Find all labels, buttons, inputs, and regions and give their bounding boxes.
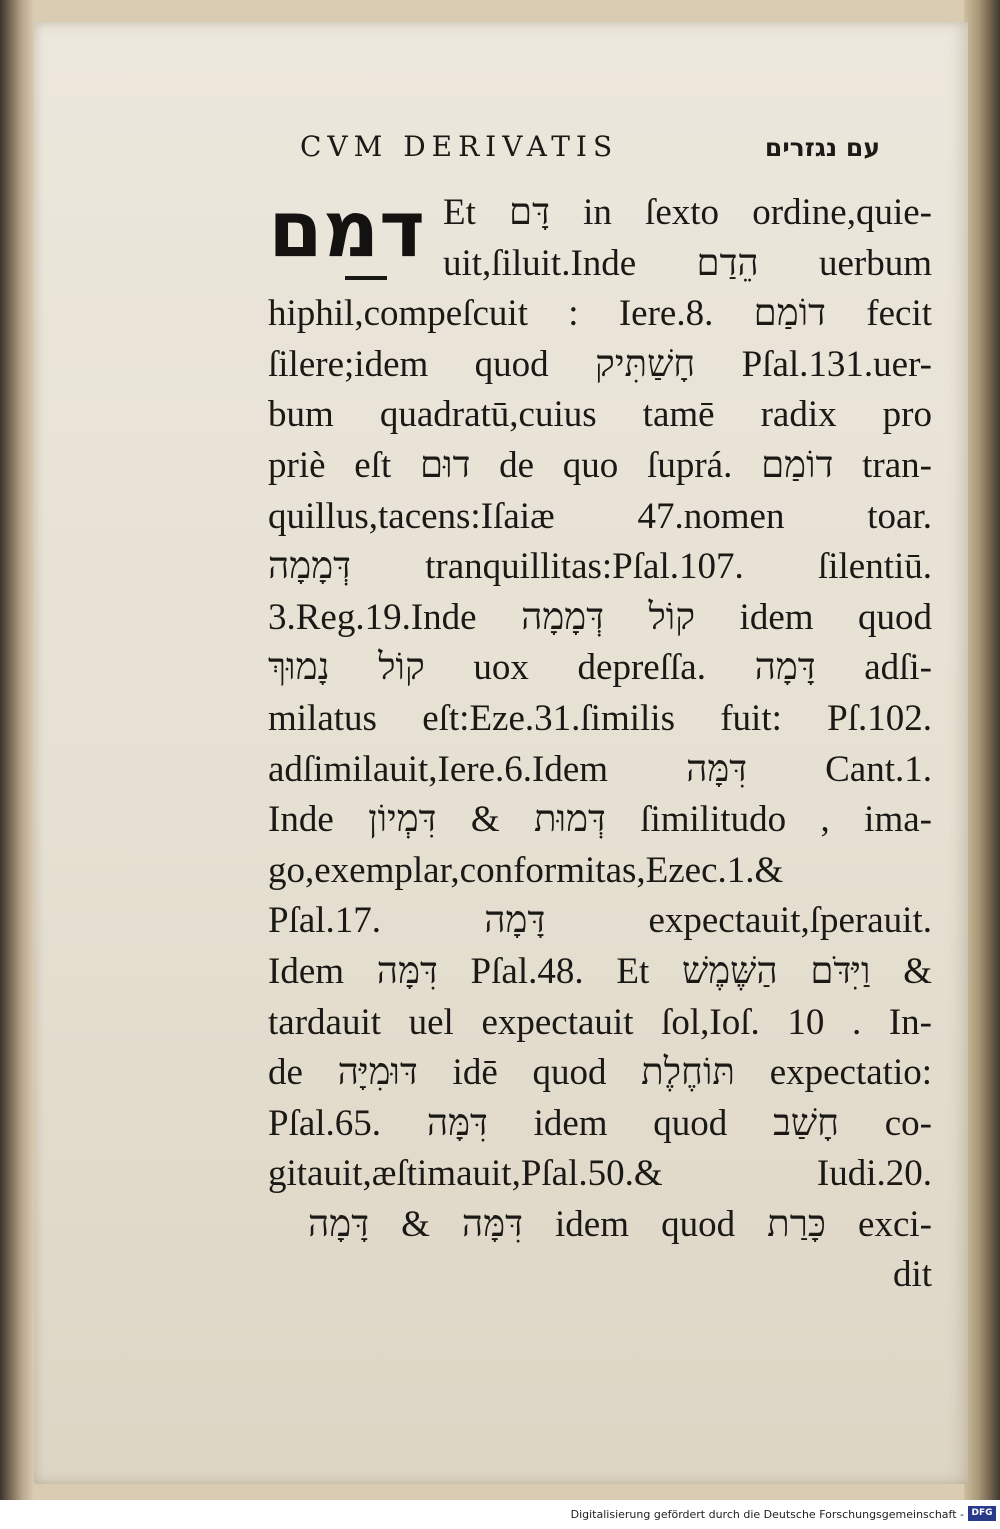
text-line: Idem דִּמָּה Pſal.48. Et וַיִּדֹּם הַשֶּׁמֶשׁ &: [268, 950, 932, 992]
text-line: milatus eſt:Eze.31.ſimilis fuit: Pſ.102.: [268, 697, 932, 739]
text-line: Pſal.17. דָּמָה expectauit,ſperauit.: [268, 900, 932, 942]
running-head: [300, 130, 880, 163]
body-text: [268, 188, 932, 1301]
text-line: Inde דְּמוּת & דִּמְיוֹן ſimilitudo , ima-: [268, 799, 932, 841]
text-line: דִּמָּה & דָּמָה idem quod כָּרַת exci-: [308, 1203, 932, 1245]
text-line: 3.Reg.19.Inde קוֹל דְּמָמָה idem quod: [268, 596, 932, 638]
running-head-latin: CVM DERIVATIS: [300, 130, 619, 163]
text-line: de דּוּמִיָּה idē quod תּוֹחֶלֶת expectatio:: [268, 1052, 932, 1094]
text-line: Et דָּם in ſexto ordine,quie-: [443, 192, 932, 233]
text-line: דְּמָמָה tranquillitas:Pſal.107. ſilentiū.: [268, 546, 932, 588]
headword: דמם: [268, 185, 425, 275]
text-line: quillus,tacens:Iſaiæ 47.nomen toar.: [268, 495, 932, 537]
footer-bar: [0, 1500, 1000, 1529]
text-line: dit: [892, 1254, 932, 1296]
text-line: adſimilauit,Iere.6.Idem דִּמָּה Cant.1.: [268, 748, 932, 790]
text-line: tardauit uel expectauit ſol,Ioſ. 10 . In-: [268, 1001, 932, 1043]
text-line: Pſal.65. דִּמָּה idem quod חָשַׁב co-: [268, 1102, 932, 1144]
text-line: priè eſt דוּם de quo ſuprá. דוֹמַם tran-: [268, 444, 932, 486]
text-line: bum quadratū,cuius tamē radix pro: [268, 394, 932, 436]
page-edge: [964, 0, 1000, 1500]
text-line: go,exemplar,conformitas,Ezec.1.&: [268, 849, 784, 891]
text-line: ſilere;idem quod חָשַׁתִּיק Pſal.131.uer-: [268, 343, 932, 385]
text-line: קוֹל נָמוּךְ uox depreſſa. דָּמָה adſi-: [268, 647, 932, 689]
text-line: uit,ſiluit.Inde הֵדַם uerbum: [443, 242, 932, 284]
text-line: gitauit,æſtimauit,Pſal.50.& Iudi.20.: [268, 1153, 932, 1195]
dfg-logo: DFG: [968, 1506, 996, 1521]
running-head-hebrew: עם נגזרים: [764, 133, 880, 162]
text-line: hiphil,compeſcuit : Iere.8. דוֹמַם fecit: [268, 293, 932, 335]
footer-credit: Digitalisierung gefördert durch die Deutsche Forschungsgemeinschaft -: [570, 1508, 964, 1521]
